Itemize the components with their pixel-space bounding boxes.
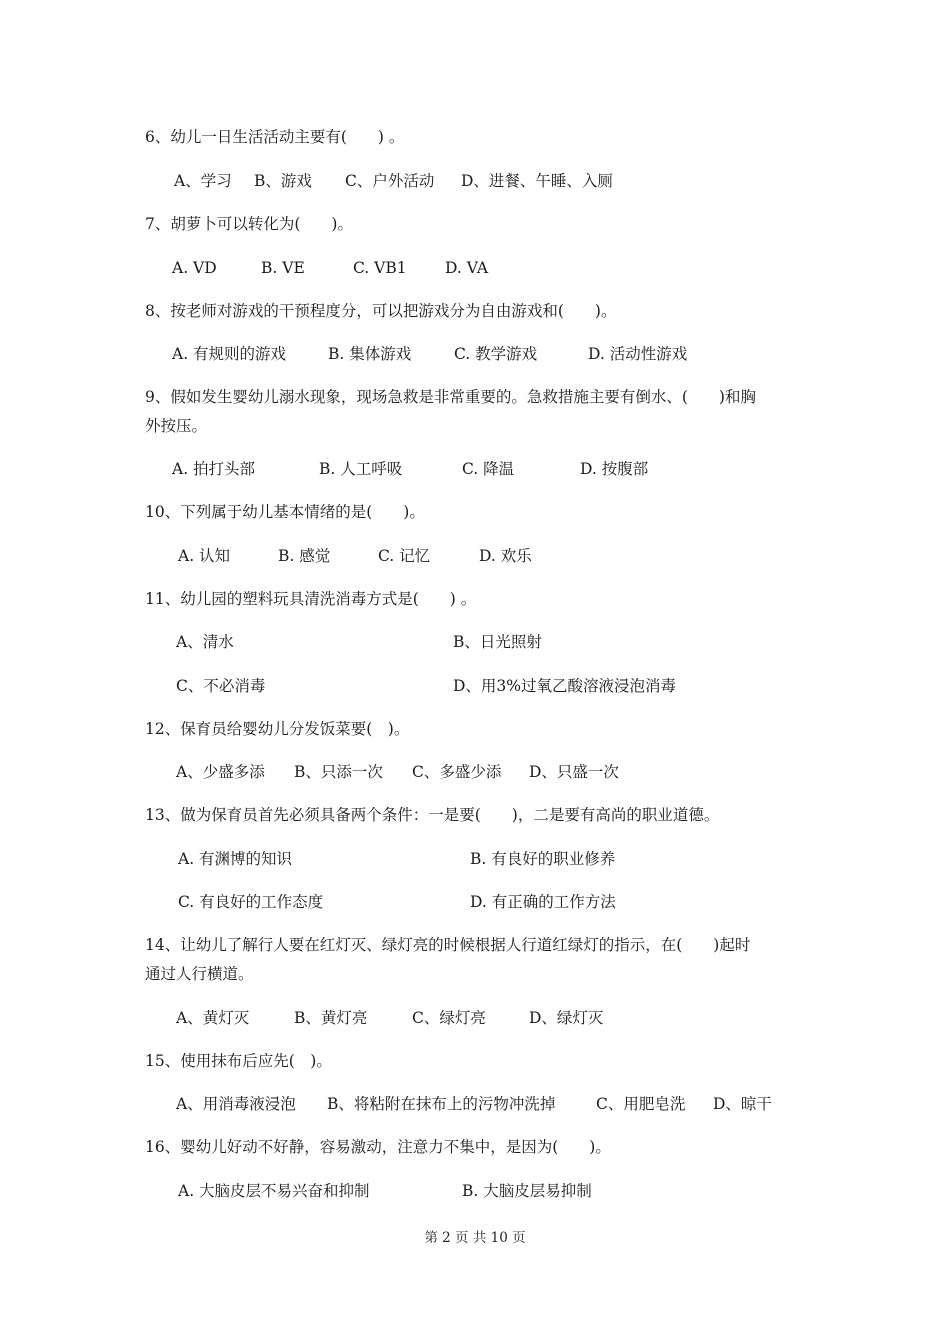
option: B、黄灯亮 — [294, 1009, 368, 1027]
option: C. 教学游戏 — [454, 345, 538, 363]
option: A. VD — [172, 259, 217, 277]
option: A. 拍打头部 — [172, 460, 256, 478]
option: C. VB1 — [353, 259, 407, 277]
question-stem: 16、婴幼儿好动不好静，容易激动，注意力不集中，是因为( )。 — [145, 1138, 611, 1156]
question-stem: 10、下列属于幼儿基本情绪的是( )。 — [145, 503, 425, 521]
option: C、绿灯亮 — [412, 1009, 486, 1027]
option: B. 大脑皮层易抑制 — [462, 1182, 592, 1200]
option: A、学习 — [174, 172, 232, 190]
option: D. 活动性游戏 — [588, 345, 688, 363]
option: B、只添一次 — [294, 763, 383, 781]
question-stem-continued: 外按压。 — [145, 417, 208, 435]
option: D、绿灯灭 — [529, 1009, 604, 1027]
question-stem: 11、幼儿园的塑料玩具清洗消毒方式是( ) 。 — [145, 590, 477, 608]
option: C、不必消毒 — [176, 677, 266, 695]
option: B. VE — [261, 259, 305, 277]
option: D、进餐、午睡、入厕 — [461, 172, 613, 190]
page-footer: 第 2 页 共 10 页 — [424, 1230, 526, 1246]
option: C. 降温 — [462, 460, 515, 478]
question-stem: 15、使用抹布后应先( )。 — [145, 1052, 332, 1070]
option: B、日光照射 — [453, 633, 542, 651]
option: C、用肥皂洗 — [596, 1095, 686, 1113]
option: B. 人工呼吸 — [319, 460, 403, 478]
option: D. 按腹部 — [580, 460, 649, 478]
option: A. 大脑皮层不易兴奋和抑制 — [178, 1182, 370, 1200]
option: D. 欢乐 — [479, 547, 532, 565]
question-stem: 14、让幼儿了解行人要在红灯灭、绿灯亮的时候根据人行道红绿灯的指示，在( )起时 — [145, 936, 751, 954]
option: B. 感觉 — [278, 547, 331, 565]
option: C. 记忆 — [378, 547, 431, 565]
question-stem: 8、按老师对游戏的干预程度分，可以把游戏分为自由游戏和( )。 — [145, 302, 617, 320]
option: B、游戏 — [254, 172, 312, 190]
option: C. 有良好的工作态度 — [178, 893, 324, 911]
question-stem: 13、做为保育员首先必须具备两个条件：一是要( )，二是要有高尚的职业道德。 — [145, 806, 720, 824]
question-stem: 6、幼儿一日生活活动主要有( ) 。 — [145, 128, 405, 146]
option: A、少盛多添 — [176, 763, 265, 781]
option: D. VA — [445, 259, 489, 277]
option: D、晾干 — [713, 1095, 772, 1113]
option: B. 集体游戏 — [328, 345, 412, 363]
question-stem: 12、保育员给婴幼儿分发饭菜要( )。 — [145, 720, 410, 738]
option: C、多盛少添 — [412, 763, 502, 781]
option: D、只盛一次 — [529, 763, 619, 781]
option: D、用3%过氧乙酸溶液浸泡消毒 — [453, 677, 677, 695]
option: A. 认知 — [178, 547, 231, 565]
option: A、黄灯灭 — [176, 1009, 250, 1027]
question-stem: 9、假如发生婴幼儿溺水现象，现场急救是非常重要的。急救措施主要有倒水、( )和胸 — [145, 388, 756, 406]
option: A、清水 — [176, 633, 234, 651]
option: D. 有正确的工作方法 — [470, 893, 616, 911]
option: B. 有良好的职业修养 — [470, 850, 616, 868]
question-stem: 7、胡萝卜可以转化为( )。 — [145, 215, 353, 233]
option: A. 有渊博的知识 — [178, 850, 293, 868]
option: B、将粘附在抹布上的污物冲洗掉 — [327, 1095, 556, 1113]
question-stem-continued: 通过人行横道。 — [145, 965, 254, 983]
option: A. 有规则的游戏 — [172, 345, 287, 363]
option: C、户外活动 — [345, 172, 435, 190]
option: A、用消毒液浸泡 — [176, 1095, 296, 1113]
